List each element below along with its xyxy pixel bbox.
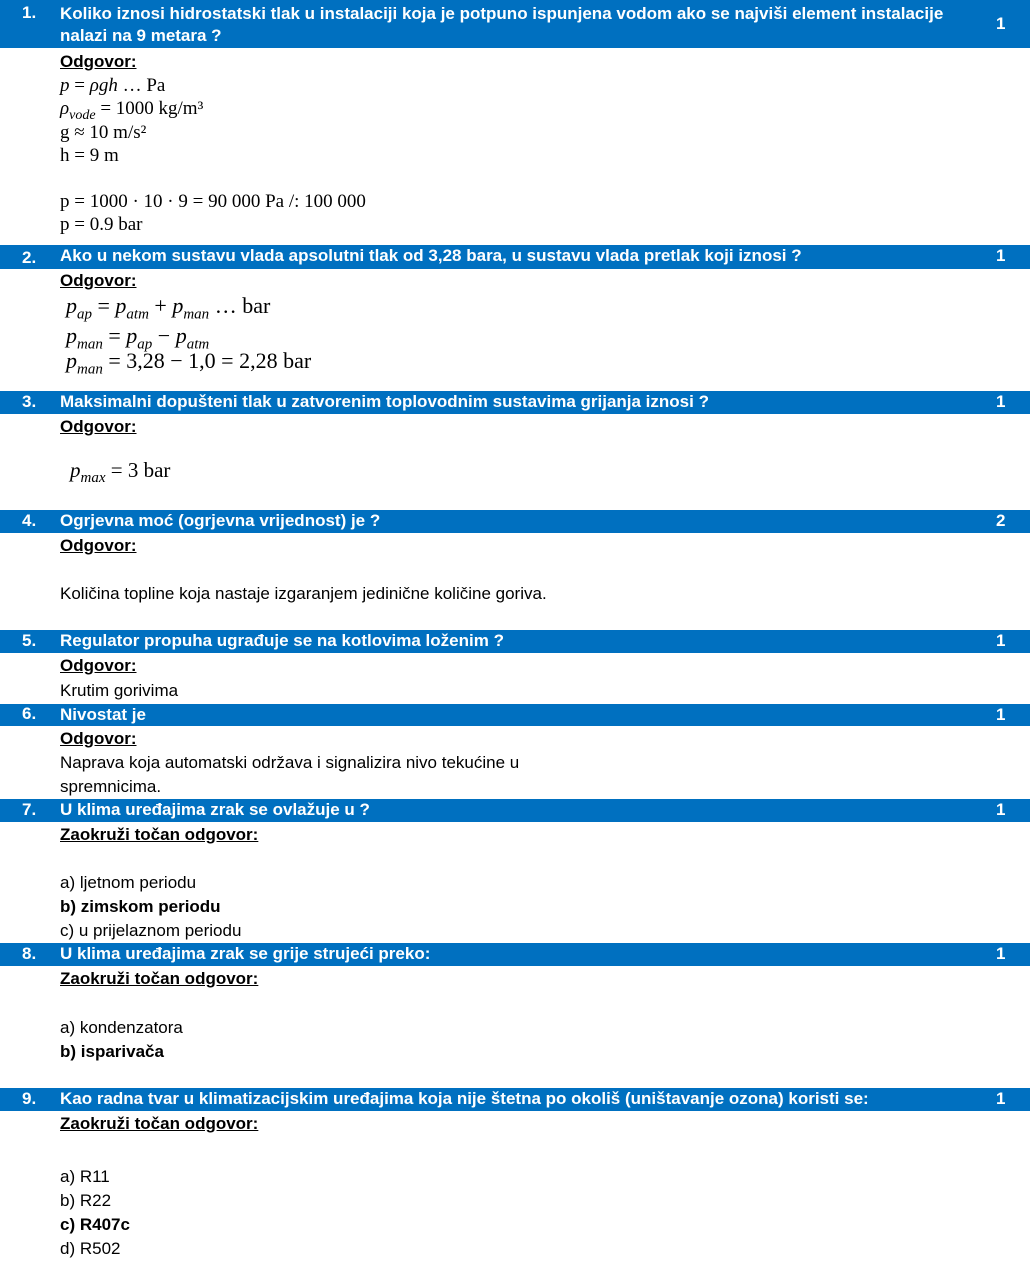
- formula-line: h = 9 m: [60, 145, 119, 166]
- formula-line: $p_{ap} = p_{atm} + p_{man}$ … bar: [66, 293, 271, 323]
- question-points: 1: [996, 1089, 1006, 1108]
- question-text: U klima uređajima zrak se grije strujeći preko:: [60, 944, 431, 963]
- option-a[interactable]: a) kondenzatora: [60, 1018, 183, 1037]
- option-a[interactable]: a) ljetnom periodu: [60, 873, 197, 892]
- question-header-6: [0, 704, 1030, 726]
- option-a[interactable]: a) R11: [60, 1167, 110, 1186]
- question-text: Nivostat je: [60, 705, 146, 724]
- formula-line: p = ρgh … Pa: [60, 75, 166, 96]
- question-number: 3.: [22, 392, 37, 411]
- question-text: Ogrjevna moć (ogrjevna vrijednost) je ?: [60, 511, 381, 530]
- question-text: Ako u nekom sustavu vlada apsolutni tlak od 3,28 bara, u sustavu vlada pretlak koji iznosi ?: [60, 246, 802, 265]
- question-text: Maksimalni dopušteni tlak u zatvorenim toplovodnim sustavima grijanja iznosi ?: [60, 392, 709, 411]
- question-points: 1: [996, 705, 1006, 724]
- question-header-8: [0, 943, 1030, 966]
- question-number: 1.: [22, 3, 37, 22]
- question-points: 1: [996, 392, 1006, 411]
- formula-line: $p_{max} = 3$ bar: [70, 458, 171, 487]
- option-d[interactable]: d) R502: [60, 1239, 121, 1258]
- question-number: 4.: [22, 511, 37, 530]
- option-b-correct[interactable]: b) zimskom periodu: [60, 897, 221, 916]
- formula-line: $\rho_{vode} = 1000$ kg/m³: [60, 98, 204, 123]
- question-points: 2: [996, 511, 1006, 530]
- formula-line: g ≈ 10 m/s²: [60, 122, 147, 143]
- option-b-correct[interactable]: b) isparivača: [60, 1042, 164, 1061]
- answer-label: Odgovor:: [60, 271, 137, 290]
- answer-text: Krutim gorivima: [60, 681, 179, 700]
- question-number: 8.: [22, 944, 37, 963]
- answer-label: Odgovor:: [60, 52, 137, 71]
- question-points: 1: [996, 800, 1006, 819]
- formula-line: p = 0.9 bar: [60, 214, 143, 235]
- option-c[interactable]: c) u prijelaznom periodu: [60, 921, 242, 940]
- question-header-3: [0, 391, 1030, 414]
- answer-label: Zaokruži točan odgovor:: [60, 825, 259, 844]
- formula-line: $p_{man} = p_{ap} - p_{atm}$: [66, 323, 210, 353]
- question-text: Kao radna tvar u klimatizacijskim uređajima koja nije štetna po okoliš (uništavanje ozona) koristi se:: [60, 1089, 869, 1108]
- question-header-2: [0, 245, 1030, 269]
- answer-label: Zaokruži točan odgovor:: [60, 1114, 259, 1133]
- question-header-7: [0, 799, 1030, 822]
- answer-text: Količina topline koja nastaje izgaranjem jedinične količine goriva.: [60, 584, 547, 603]
- question-number: 9.: [22, 1089, 37, 1108]
- option-c-correct[interactable]: c) R407c: [60, 1215, 130, 1234]
- question-text: Regulator propuha ugrađuje se na kotlovima loženim ?: [60, 631, 504, 650]
- question-number: 6.: [22, 704, 37, 723]
- question-text: Koliko iznosi hidrostatski tlak u instalaciji koja je potpuno ispunjena vodom ako se najviši element instalacije nalazi na 9 metara ?: [60, 4, 944, 45]
- answer-text: spremnicima.: [60, 777, 162, 796]
- question-points: 1: [996, 631, 1006, 650]
- formula-line: p = 1000 · 10 · 9 = 90 000 Pa /: 100 000: [60, 191, 366, 212]
- question-number: 7.: [22, 800, 37, 819]
- option-b[interactable]: b) R22: [60, 1191, 112, 1210]
- question-number: 5.: [22, 631, 37, 650]
- answer-label: Odgovor:: [60, 536, 137, 555]
- answer-label: Zaokruži točan odgovor:: [60, 969, 259, 988]
- question-text: U klima uređajima zrak se ovlažuje u ?: [60, 800, 370, 819]
- question-number: 2.: [22, 248, 37, 267]
- answer-label: Odgovor:: [60, 417, 137, 436]
- formula-line: $p_{man} = 3,28 - 1,0 = 2,28$ bar: [66, 348, 312, 378]
- question-header-4: [0, 510, 1030, 533]
- answer-text: Naprava koja automatski održava i signalizira nivo tekućine u: [60, 753, 520, 772]
- question-header-1: [0, 0, 1030, 48]
- question-points: 1: [996, 14, 1006, 33]
- question-points: 1: [996, 246, 1006, 265]
- question-header-5: [0, 630, 1030, 653]
- question-header-9: [0, 1088, 1030, 1111]
- answer-label: Odgovor:: [60, 656, 137, 675]
- answer-label: Odgovor:: [60, 729, 137, 748]
- question-points: 1: [996, 944, 1006, 963]
